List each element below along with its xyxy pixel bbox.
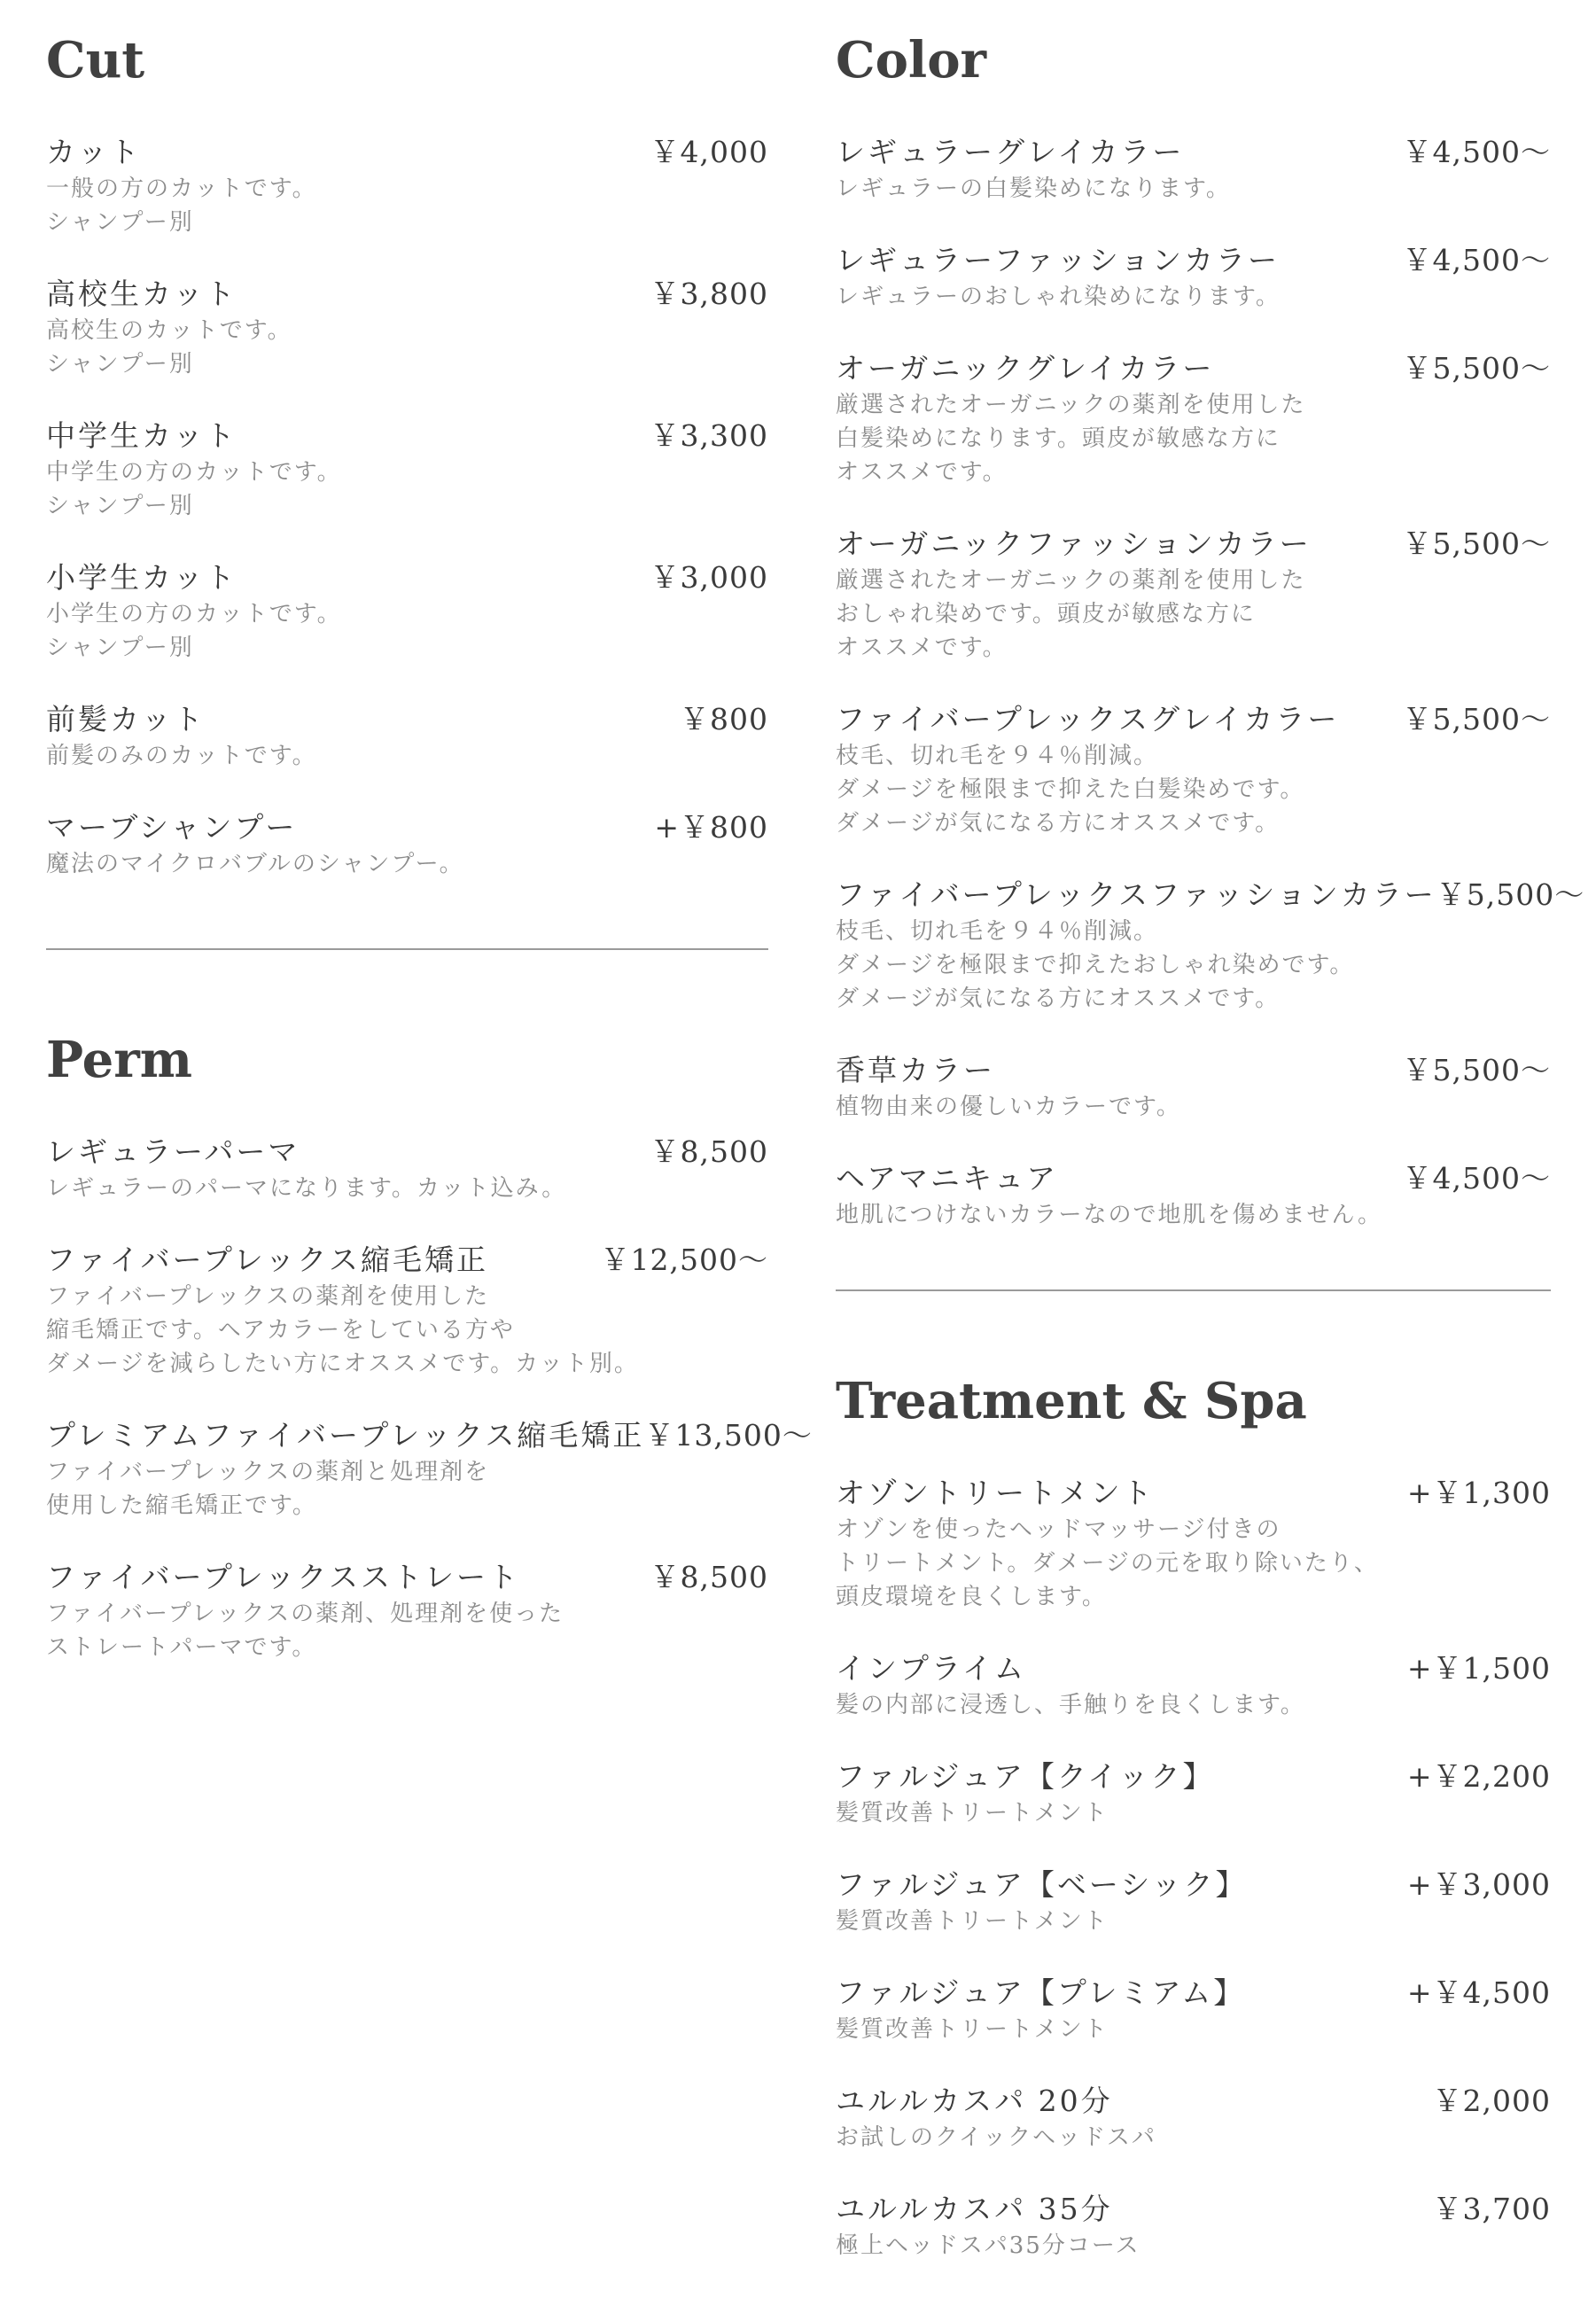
menu-item-description [46,1455,768,1523]
menu-item [836,700,1551,840]
menu-item [836,1649,1551,1722]
menu-item-header [836,700,1551,739]
menu-item-name: ヘアマニキュア [836,1161,1059,1196]
section-divider [836,1289,1551,1291]
section-divider [46,948,768,950]
menu-item-description [46,847,768,881]
menu-item-description [836,1905,1551,1938]
menu-item-name: ファルジュア【プレミアム】 [836,1975,1246,2010]
menu-item-description-line: レギュラーのパーマになります。カット込み。 [46,1175,567,1202]
menu-item-description [46,456,768,523]
menu-item-price: ￥800 [680,702,768,736]
menu-item-price: ￥4,500〜 [1402,1161,1551,1196]
menu-item [836,349,1551,489]
menu-item-description-line: 枝毛、切れ毛を９４％削減。 [836,918,1159,945]
menu-item-description [836,172,1551,206]
menu-item-description-line: 魔法のマイクロバブルのシャンプー。 [46,851,464,877]
menu-item-header [836,1474,1551,1513]
menu-item [836,2082,1551,2154]
menu-item-description-line: ファイバープレックスの薬剤、処理剤を使った [46,1601,564,1627]
menu-item-price: ￥8,500 [650,1560,768,1594]
menu-item-description-line: 白髪染めになります。頭皮が敏感な方に [836,425,1281,452]
section-title-perm: Perm [46,1031,192,1089]
menu-item-name: ファルジュア【クイック】 [836,1759,1215,1794]
menu-item [836,1474,1551,1614]
menu-item [46,1133,768,1205]
menu-item [46,133,768,239]
menu-item-description-line: ダメージを極限まで抑えたおしゃれ染めです。 [836,952,1355,978]
menu-item-header [836,1159,1551,1198]
menu-item-description-line: ダメージを極限まで抑えた白髪染めです。 [836,776,1305,803]
menu-item-name: レギュラーパーマ [46,1134,300,1169]
menu-item-price: ￥5,500〜 [1402,526,1551,561]
menu-item-header [46,133,768,172]
menu-item-name: インプライム [836,1651,1027,1686]
menu-item [46,700,768,773]
menu-item-description [836,280,1551,314]
treatment-items [836,1474,1551,2298]
menu-item-description-line: オススメです。 [836,459,1008,486]
menu-item-description [836,2013,1551,2046]
perm-items [46,1133,813,1700]
menu-item-header [836,1051,1551,1090]
menu-item-description [46,1172,768,1205]
menu-item-description-line: 髪質改善トリートメント [836,1800,1109,1827]
menu-item-header [836,876,1585,915]
menu-item [836,2190,1551,2263]
menu-item-description-line: 髪質改善トリートメント [836,2016,1109,2043]
menu-item-description [836,1796,1551,1830]
menu-item [46,1416,813,1523]
menu-item-description-line: 地肌につけないカラーなので地肌を傷めません。 [836,1202,1383,1228]
menu-item-description-line: オススメです。 [836,635,1008,661]
menu-item-price: ￥8,500 [650,1134,768,1169]
menu-item-description [836,564,1551,665]
menu-item-header [836,1649,1551,1688]
menu-item-description-line: シャンプー別 [46,351,194,378]
menu-item-price: ￥13,500〜 [644,1418,813,1453]
menu-item-price: ￥4,000 [650,135,768,169]
menu-item-header [46,1416,813,1455]
menu-item-price: ￥5,500〜 [1402,702,1551,736]
menu-item-description [836,1688,1551,1722]
menu-item-header [46,275,768,314]
menu-item-description-line: 髪の内部に浸透し、手触りを良くします。 [836,1692,1305,1718]
menu-item [836,1757,1551,1830]
menu-item-description-line: 一般の方のカットです。 [46,175,317,202]
menu-item-description-line: シャンプー別 [46,493,194,519]
menu-item [836,1051,1551,1124]
menu-item-price: ￥3,000 [650,560,768,595]
menu-item [836,876,1585,1016]
menu-item [46,275,768,381]
menu-item [46,808,768,881]
menu-item-name: 前髪カット [46,702,206,736]
menu-item-description [836,2121,1551,2154]
menu-item-price: ￥3,800 [650,277,768,311]
menu-item-price: ￥5,500〜 [1402,1053,1551,1087]
menu-item-name: ユルルカスパ 35分 [836,2192,1113,2226]
menu-item-description-line: 極上ヘッドスパ35分コース [836,2232,1141,2259]
menu-item-header [836,2190,1551,2229]
menu-item-description-line: おしゃれ染めです。頭皮が敏感な方に [836,601,1256,627]
menu-item-description-line: ファイバープレックスの薬剤と処理剤を [46,1459,490,1485]
menu-item-description [836,1198,1551,1232]
menu-item-header [46,1241,768,1280]
menu-item-description-line: 使用した縮毛矯正です。 [46,1492,317,1519]
menu-item [836,1159,1551,1232]
menu-item-name: プレミアムファイバープレックス縮毛矯正 [46,1418,645,1453]
menu-item-header [46,558,768,597]
menu-item-description [46,1597,768,1664]
menu-item [836,1866,1551,1938]
menu-item-header [46,808,768,847]
menu-item-description [836,2229,1551,2263]
menu-item-description-line: 厳選されたオーガニックの薬剤を使用した [836,567,1306,594]
menu-item-price: ￥12,500〜 [600,1242,768,1277]
section-title-treatment: Treatment & Spa [836,1372,1307,1430]
menu-item-name: レギュラーファッションカラー [836,243,1281,277]
menu-item-header [836,133,1551,172]
menu-item-name: オーガニックファッションカラー [836,526,1312,561]
menu-item-description-line: 厳選されたオーガニックの薬剤を使用した [836,392,1306,418]
menu-item-description-line: 中学生の方のカットです。 [46,459,342,486]
menu-item [46,558,768,665]
section-title-cut: Cut [46,31,145,90]
menu-item-name: ファイバープレックスグレイカラー [836,702,1340,736]
menu-item-description-line: 縮毛矯正です。ヘアカラーをしている方や [46,1317,515,1344]
menu-item-description-line: 髪質改善トリートメント [836,1908,1109,1935]
menu-item-name: 高校生カット [46,277,237,311]
menu-item-description [46,1280,768,1381]
menu-item-description-line: ダメージが気になる方にオススメです。 [836,985,1281,1012]
menu-item-price: ￥3,700 [1432,2192,1551,2226]
menu-item-description-line: 植物由来の優しいカラーです。 [836,1094,1181,1120]
menu-item-description-line: 頭皮環境を良くします。 [836,1584,1107,1610]
menu-item [46,1241,768,1381]
menu-item-description-line: 前髪のみのカットです。 [46,743,317,769]
menu-item-header [836,241,1551,280]
menu-item-price: ￥4,500〜 [1402,243,1551,277]
menu-item-price: ￥5,500〜 [1436,877,1585,912]
menu-item-description [46,314,768,381]
menu-item-description-line: トリートメント。ダメージの元を取り除いたり、 [836,1550,1379,1577]
menu-item [836,241,1551,314]
menu-item-description-line: ダメージが気になる方にオススメです。 [836,810,1281,837]
menu-item-name: オーガニックグレイカラー [836,351,1215,386]
menu-item-name: ファイバープレックス縮毛矯正 [46,1242,489,1277]
menu-item-description [836,1513,1551,1614]
menu-item-description-line: ダメージを減らしたい方にオススメです。カット別。 [46,1351,639,1377]
menu-item-header [836,2082,1551,2121]
menu-item-price: +￥3,000 [1406,1867,1551,1902]
menu-item-price: ￥5,500〜 [1402,351,1551,386]
menu-item [836,133,1551,206]
menu-item-header [46,1558,768,1597]
menu-item-description-line: レギュラーの白髪染めになります。 [836,175,1231,202]
menu-item-description [836,388,1551,489]
menu-item [836,525,1551,665]
menu-item [46,1558,768,1664]
menu-item-description-line: シャンプー別 [46,209,194,236]
menu-item-header [46,1133,768,1172]
menu-item-description-line: 高校生のカットです。 [46,317,292,344]
menu-item-header [836,1974,1551,2013]
menu-item-header [46,417,768,456]
menu-item-description-line: ファイバープレックスの薬剤を使用した [46,1283,490,1310]
menu-item-header [46,700,768,739]
menu-item-name: カット [46,135,142,169]
menu-item-name: マーブシャンプー [46,810,298,845]
menu-item-price: +￥2,200 [1406,1759,1551,1794]
menu-item-name: 香草カラー [836,1053,995,1087]
menu-item-description-line: シャンプー別 [46,635,194,661]
menu-item [836,1974,1551,2046]
section-title-color: Color [836,31,987,90]
menu-item-name: 小学生カット [46,560,237,595]
menu-item-description-line: 小学生の方のカットです。 [46,601,342,627]
menu-item-description [46,597,768,665]
menu-item-description [836,739,1551,840]
menu-item-name: ファイバープレックスストレート [46,1560,521,1594]
menu-item-header [836,1757,1551,1796]
menu-item-name: ユルルカスパ 20分 [836,2084,1113,2118]
menu-item-name: ファイバープレックスファッションカラー [836,877,1436,912]
menu-item-description-line: 枝毛、切れ毛を９４％削減。 [836,743,1159,769]
menu-item-price: +￥800 [654,810,768,845]
menu-item-name: レギュラーグレイカラー [836,135,1185,169]
menu-item-price: +￥1,300 [1406,1476,1551,1510]
menu-item-price: ￥2,000 [1432,2084,1551,2118]
menu-item-price: +￥4,500 [1406,1975,1551,2010]
color-items [836,133,1585,1267]
menu-item-description [836,915,1551,1016]
menu-item-price: ￥4,500〜 [1402,135,1551,169]
menu-item-description [836,1090,1551,1124]
menu-item-name: オゾントリートメント [836,1476,1155,1510]
menu-item-header [836,525,1551,564]
menu-item-name: ファルジュア【ベーシック】 [836,1867,1248,1902]
cut-items [46,133,768,916]
menu-item-header [836,1866,1551,1905]
menu-item-description [46,172,768,239]
menu-item-description [46,739,768,773]
menu-item-description-line: お試しのクイックヘッドスパ [836,2124,1156,2151]
menu-item-price: +￥1,500 [1406,1651,1551,1686]
menu-item-description-line: ストレートパーマです。 [46,1634,317,1661]
menu-item-name: 中学生カット [46,418,237,453]
menu-item-description-line: レギュラーのおしゃれ染めになります。 [836,284,1281,310]
menu-item-header [836,349,1551,388]
menu-item-description-line: オゾンを使ったヘッドマッサージ付きの [836,1516,1281,1543]
menu-item-price: ￥3,300 [650,418,768,453]
menu-item [46,417,768,523]
